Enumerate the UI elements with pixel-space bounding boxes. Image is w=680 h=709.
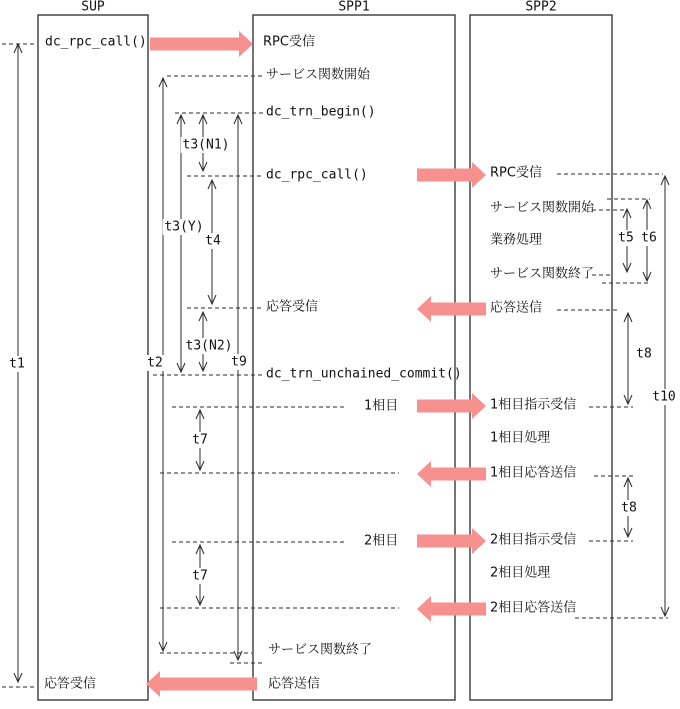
measure-label-t6: t6 [641, 230, 657, 246]
measure-label-t4: t4 [205, 233, 221, 249]
label-spp2-response-send: 応答送信 [490, 300, 543, 316]
measure-label-t10: t10 [652, 389, 676, 405]
spp2-process-box [470, 15, 612, 700]
label-spp2-rpc-receive: RPC受信 [490, 165, 542, 181]
arrow-rpc-sup-to-spp1 [150, 31, 253, 57]
label-spp2-phase1-process: 1相目処理 [490, 430, 551, 446]
spp2-title: SPP2 [525, 0, 557, 15]
label-spp1-service-func-start: サービス関数開始 [266, 67, 371, 83]
measure-label-t8-lower: t8 [621, 500, 637, 516]
label-sup-response-receive: 応答受信 [44, 676, 97, 692]
label-spp2-phase1-order-receive: 1相目指示受信 [490, 397, 577, 413]
label-spp1-phase2: 2相目 [364, 533, 399, 549]
measure-label-t3-n2: t3(N2) [185, 338, 233, 354]
spp1-title: SPP1 [338, 0, 370, 15]
measure-label-t7-phase1: t7 [192, 432, 208, 448]
measure-label-t7-phase2: t7 [192, 568, 208, 584]
label-spp1-dc-rpc-call: dc_rpc_call() [266, 167, 368, 183]
label-spp1-rpc-receive: RPC受信 [263, 34, 315, 50]
label-spp1-response-send: 応答送信 [268, 676, 321, 692]
label-sup-dc-rpc-call: dc_rpc_call() [45, 34, 147, 50]
measure-label-t5: t5 [618, 230, 634, 246]
label-spp2-phase2-order-receive: 2相目指示受信 [490, 532, 577, 548]
arrow-response-spp1-to-sup [146, 671, 257, 697]
measure-label-t3-n1: t3(N1) [182, 137, 230, 153]
label-spp1-dc-trn-begin: dc_trn_begin() [266, 104, 376, 120]
label-spp1-dc-trn-unchained-commit: dc_trn_unchained_commit() [266, 366, 462, 382]
label-spp2-phase2-process: 2相目処理 [490, 565, 551, 581]
label-spp1-phase1: 1相目 [364, 398, 399, 414]
label-spp1-service-func-end: サービス関数終了 [268, 642, 373, 658]
measure-label-t3-y: t3(Y) [164, 219, 204, 235]
label-spp2-business-process: 業務処理 [490, 232, 543, 248]
sup-process-box [38, 15, 148, 700]
label-spp2-phase2-response-send: 2相目応答送信 [490, 600, 577, 616]
measure-label-t8-upper: t8 [636, 346, 652, 362]
label-spp2-service-func-start: サービス関数開始 [490, 200, 595, 216]
label-spp2-service-func-end: サービス関数終了 [490, 266, 595, 282]
measure-label-t1: t1 [9, 356, 25, 372]
sup-title: SUP [81, 0, 105, 15]
measure-label-t2: t2 [147, 355, 163, 371]
label-spp2-phase1-response-send: 1相目応答送信 [490, 465, 577, 481]
measure-label-t9: t9 [231, 354, 247, 370]
label-spp1-response-receive: 応答受信 [266, 299, 319, 315]
